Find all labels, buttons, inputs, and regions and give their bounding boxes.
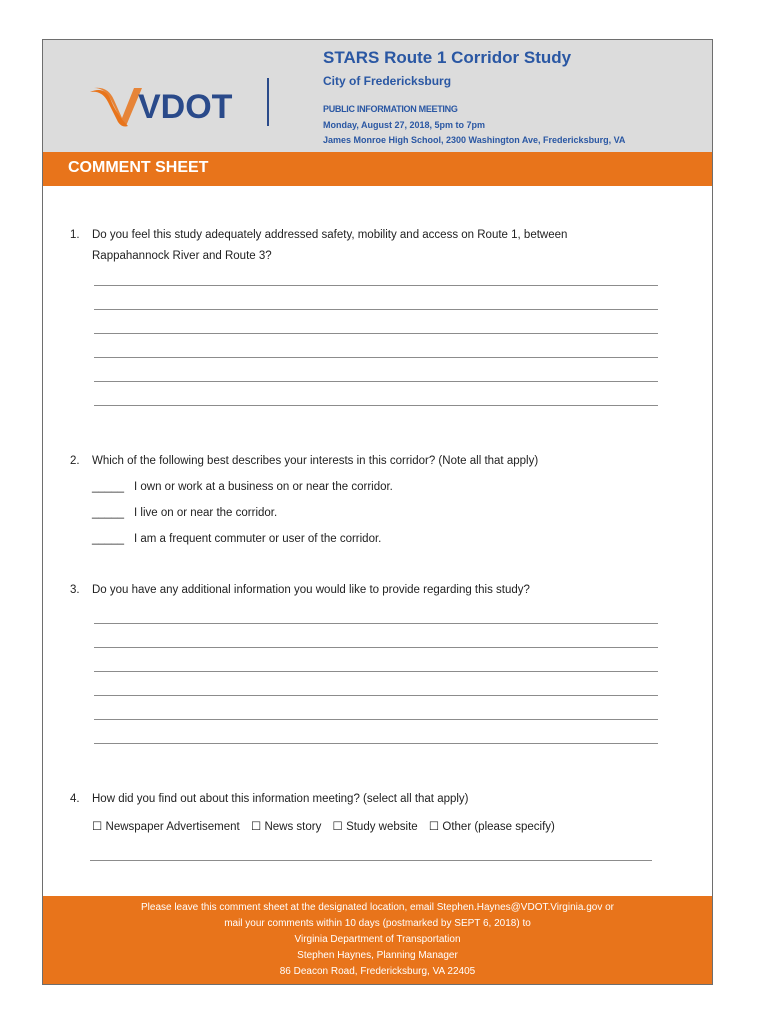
question-number: 2. [70,455,80,467]
vdot-logo [88,80,243,130]
source-options [92,819,563,833]
option-label: Study website [346,821,418,833]
option-label: I own or work at a business on or near the corridor. [134,481,393,493]
answer-line[interactable] [94,671,658,672]
answer-line[interactable] [94,647,658,648]
comment-sheet-banner [43,152,712,186]
footer-line: mail your comments within 10 days (postmarked by SEPT 6, 2018) to [224,918,531,929]
checkbox-icon[interactable]: ☐ [250,821,262,833]
answer-line[interactable] [94,623,658,624]
option-label: I am a frequent commuter or user of the corridor. [134,533,382,545]
comment-sheet [42,39,713,985]
option-label: I live on or near the corridor. [134,507,278,519]
option-other[interactable] [429,821,555,833]
answer-line[interactable] [94,309,658,310]
interest-option[interactable] [92,533,381,545]
answer-line[interactable] [94,695,658,696]
header [43,40,712,156]
question-number: 3. [70,584,80,596]
fill-blank[interactable]: _____ [92,481,124,493]
option-newspaper[interactable] [92,821,240,833]
logo-text: VDOT [138,88,233,126]
footer-line: Virginia Department of Transportation [294,934,461,945]
meeting-location: James Monroe High School, 2300 Washington Ave, Fredericksburg, VA [323,135,626,145]
question-2 [70,455,538,467]
question-1-continued: Rappahannock River and Route 3? [92,250,272,262]
question-text: Do you feel this study adequately addressed safety, mobility and access on Route 1, between [92,229,568,241]
answer-line[interactable] [94,285,658,286]
interest-option[interactable] [92,481,393,493]
header-divider [267,78,269,126]
answer-line[interactable] [94,357,658,358]
checkbox-icon[interactable]: ☐ [428,821,440,833]
question-3 [70,584,530,596]
question-text: Which of the following best describes your interests in this corridor? (Note all that apply) [92,455,539,467]
question-number: 4. [70,793,80,805]
option-news-story[interactable] [251,821,321,833]
option-label: Other (please specify) [442,821,555,833]
specify-line[interactable] [90,860,652,861]
footer-instructions [43,896,712,984]
meeting-label: PUBLIC INFORMATION MEETING [323,104,458,114]
checkbox-icon[interactable]: ☐ [332,821,343,833]
footer-line: Stephen Haynes, Planning Manager [297,950,458,961]
question-text: How did you find out about this information meeting? (select all that apply) [92,793,469,805]
footer-line: Please leave this comment sheet at the designated location, email Stephen.Haynes@VDOT.Virginia.gov or [140,902,614,913]
question-text: Do you have any additional information you would like to provide regarding this study? [92,584,530,596]
question-1 [70,229,567,241]
interest-option[interactable] [92,507,277,519]
answer-line[interactable] [94,333,658,334]
fill-blank[interactable]: _____ [92,533,124,545]
question-4 [70,793,469,805]
checkbox-icon[interactable]: ☐ [92,821,103,833]
fill-blank[interactable]: _____ [92,507,124,519]
footer-line: 86 Deacon Road, Fredericksburg, VA 22405 [279,966,476,977]
option-label: Newspaper Advertisement [105,821,240,833]
city-name: City of Fredericksburg [323,74,452,88]
question-number: 1. [70,229,80,241]
option-label: News story [264,821,322,833]
study-title: STARS Route 1 Corridor Study [323,48,572,67]
meeting-date: Monday, August 27, 2018, 5pm to 7pm [323,120,486,130]
answer-line[interactable] [94,743,658,744]
answer-line[interactable] [94,719,658,720]
banner-title: COMMENT SHEET [68,159,209,176]
option-study-website[interactable] [333,821,418,833]
answer-line[interactable] [94,381,658,382]
answer-line[interactable] [94,405,658,406]
